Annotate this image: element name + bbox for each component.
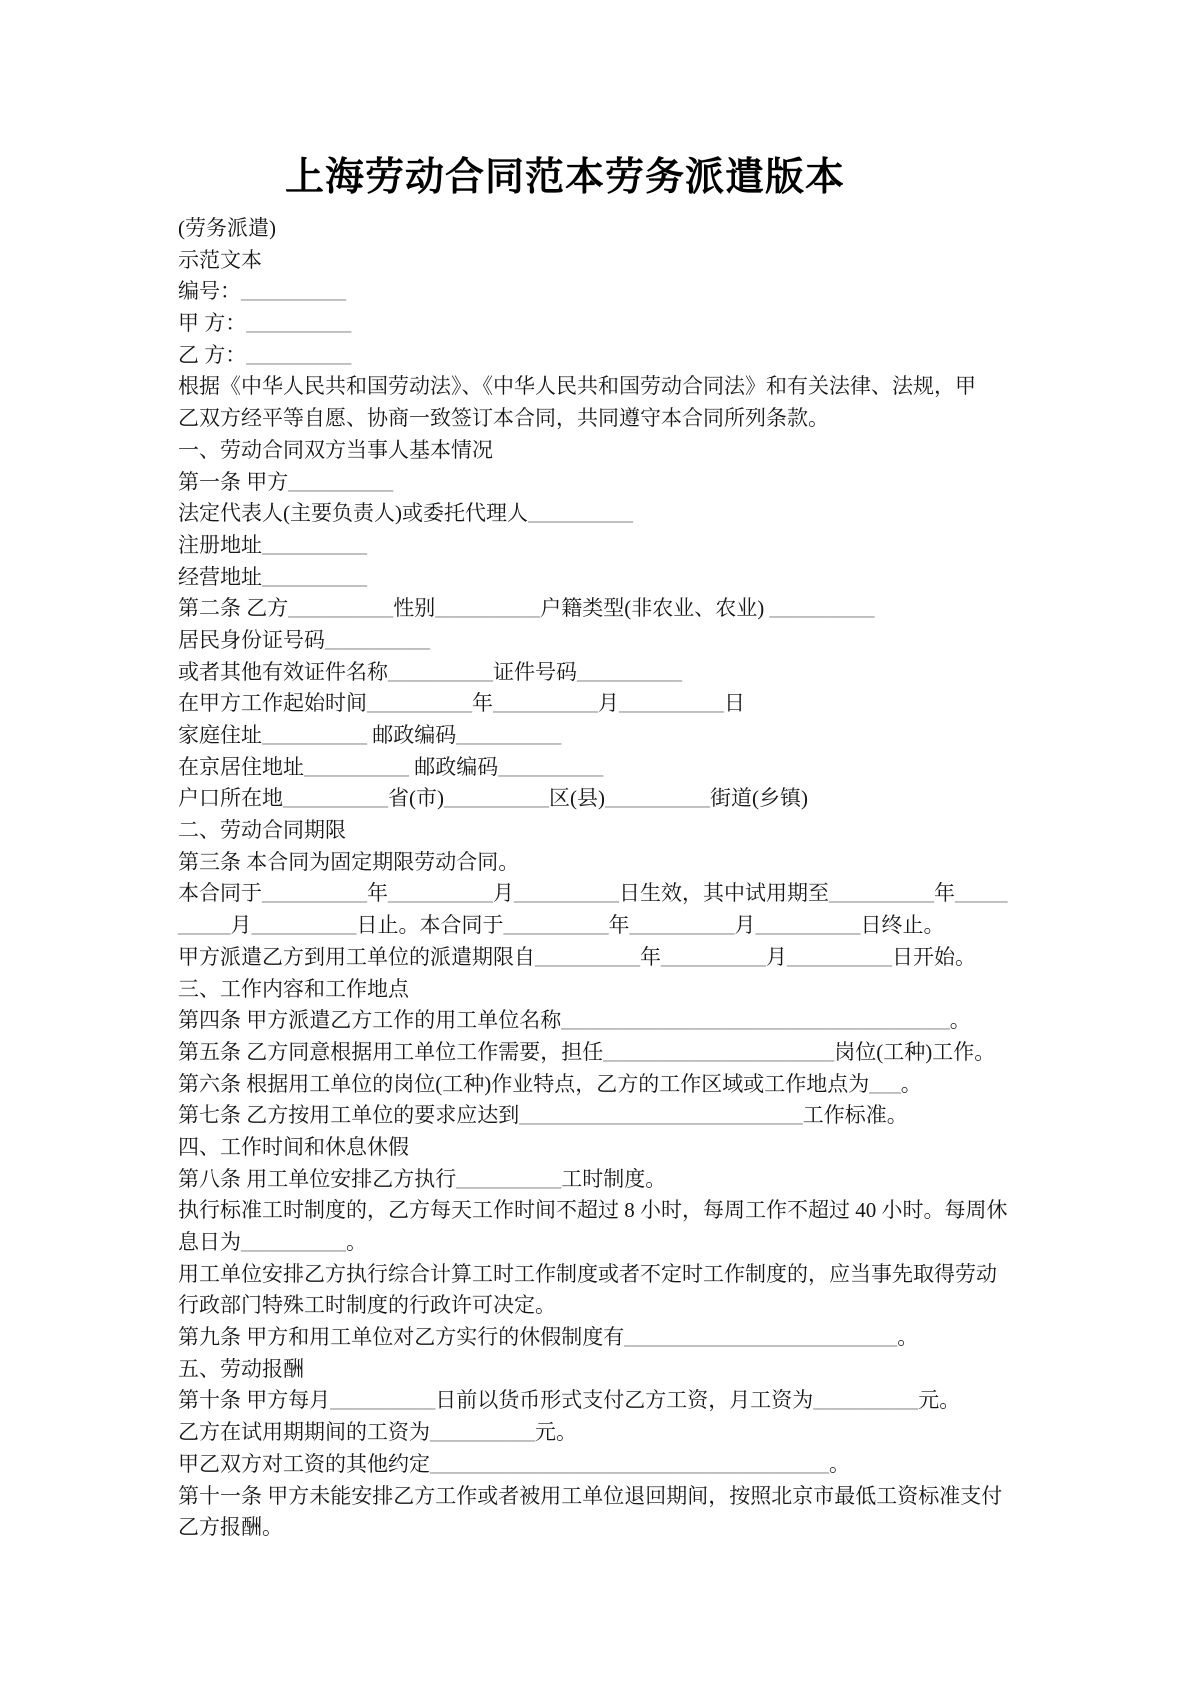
document-line: 二、劳动合同期限	[178, 818, 346, 843]
document-line: 五、劳动报酬	[178, 1356, 304, 1381]
document-line: 一、劳动合同双方当事人基本情况	[178, 437, 493, 462]
fill-in-blank: __________	[813, 1388, 919, 1413]
fill-in-blank: __________	[430, 1420, 535, 1445]
fill-in-blank: __________	[388, 659, 493, 684]
fill-in-blank: _____________________________________	[561, 1008, 950, 1033]
fill-in-blank: __________	[288, 596, 394, 621]
document-line: (劳务派遣)	[178, 216, 276, 240]
fill-in-blank: __________	[288, 469, 394, 494]
document-line: _____月__________日止。本合同于__________年__________月__________日终止。	[178, 913, 945, 938]
fill-in-blank: __________	[304, 754, 409, 779]
document-line: 在甲方工作起始时间__________年__________月__________日	[178, 691, 745, 716]
fill-in-blank: __________	[629, 913, 735, 938]
document-line: 示范文本	[178, 247, 262, 272]
fill-in-blank: __________	[388, 881, 493, 906]
document-line: 第三条 本合同为固定期限劳动合同。	[178, 849, 520, 874]
document-line: 在京居住地址__________ 邮政编码__________	[178, 754, 604, 779]
document-line: 居民身份证号码__________	[178, 627, 430, 652]
document-line: 第十一条 甲方未能安排乙方工作或者被用工单位退回期间，按照北京市最低工资标准支付	[178, 1483, 1003, 1508]
document-line: 第十条 甲方每月__________日前以货币形式支付乙方工资，月工资为__________元。	[178, 1388, 961, 1413]
fill-in-blank: __________	[325, 627, 430, 652]
fill-in-blank: _____	[955, 881, 1008, 906]
fill-in-blank: _____	[178, 913, 231, 938]
document-line: 注册地址__________	[178, 532, 367, 557]
document-line: 经营地址__________	[178, 564, 367, 589]
fill-in-blank: __________	[514, 881, 619, 906]
document-line: 编号：__________	[178, 279, 346, 304]
document-line: 第四条 甲方派遣乙方工作的用工单位名称_____________________________________。	[178, 1008, 971, 1033]
document-line: 四、工作时间和休息休假	[178, 1134, 409, 1159]
fill-in-blank: __________	[577, 659, 682, 684]
document-line: 甲乙双方对工资的其他约定______________________________________。	[178, 1451, 850, 1476]
fill-in-blank: __________________________	[624, 1325, 898, 1350]
fill-in-blank: __________	[241, 279, 346, 304]
document-line: 家庭住址__________ 邮政编码__________	[178, 723, 562, 747]
fill-in-blank: __________	[246, 342, 352, 367]
document-line: 本合同于__________年__________月__________日生效，其中试用期至__________年_____	[178, 881, 1008, 906]
fill-in-blank: ___________________________	[519, 1103, 803, 1128]
document-line: 乙方报酬。	[178, 1515, 283, 1540]
document-line: 三、工作内容和工作地点	[178, 976, 409, 1001]
fill-in-blank: __________	[456, 723, 562, 747]
document-line: 第八条 用工单位安排乙方执行__________工时制度。	[178, 1166, 667, 1191]
fill-in-blank: __________	[262, 723, 367, 747]
document-line: 第五条 乙方同意根据用工单位工作需要，担任______________________岗位(工种)工作。	[178, 1039, 996, 1064]
fill-in-blank: __________	[367, 691, 472, 716]
document-line: 息日为__________。	[178, 1230, 367, 1254]
document-line: 用工单位安排乙方执行综合计算工时工作制度或者不定时工作制度的，应当事先取得劳动	[178, 1261, 997, 1286]
document-body	[178, 213, 1028, 1544]
fill-in-blank: __________	[498, 754, 604, 779]
fill-in-blank: __________	[503, 913, 609, 938]
fill-in-blank: __________	[829, 881, 934, 906]
document-line: 第七条 乙方按用工单位的要求应达到___________________________工作标准。	[178, 1103, 908, 1128]
fill-in-blank: ___	[869, 1071, 901, 1096]
fill-in-blank: __________	[787, 944, 892, 969]
document-line: 乙方在试用期期间的工资为__________元。	[178, 1420, 577, 1445]
document-line: 或者其他有效证件名称__________证件号码__________	[178, 659, 682, 684]
document-line: 第二条 乙方__________性别__________户籍类型(非农业、农业) __________	[178, 596, 875, 621]
document-line: 执行标准工时制度的，乙方每天工作时间不超过 8 小时，每周工作不超过 40 小时。每周休	[178, 1198, 1008, 1223]
fill-in-blank: __________	[661, 944, 766, 969]
fill-in-blank: __________	[755, 913, 861, 938]
fill-in-blank: __________	[262, 564, 367, 589]
fill-in-blank: __________	[528, 501, 633, 526]
fill-in-blank: __________	[493, 691, 598, 716]
fill-in-blank: __________	[619, 691, 724, 716]
fill-in-blank: __________	[769, 596, 875, 621]
fill-in-blank: ______________________________________	[430, 1451, 829, 1476]
fill-in-blank: __________	[435, 596, 541, 621]
fill-in-blank: __________	[456, 1166, 562, 1191]
document-line: 第一条 甲方__________	[178, 469, 394, 494]
fill-in-blank: __________	[283, 786, 388, 811]
fill-in-blank: __________	[444, 786, 549, 811]
document-line: 行政部门特殊工时制度的行政许可决定。	[178, 1293, 556, 1318]
document-line: 乙 方：__________	[178, 342, 352, 367]
fill-in-blank: __________	[535, 944, 640, 969]
fill-in-blank: __________	[241, 1230, 346, 1254]
fill-in-blank: __________	[246, 311, 352, 336]
fill-in-blank: __________	[262, 881, 367, 906]
document-line: 根据《中华人民共和国劳动法》、《中华人民共和国劳动合同法》和有关法律、法规，甲	[178, 374, 976, 399]
document-line: 乙双方经平等自愿、协商一致签订本合同，共同遵守本合同所列条款。	[178, 406, 829, 431]
fill-in-blank: __________	[262, 532, 367, 557]
document-line: 甲方派遣乙方到用工单位的派遣期限自__________年__________月__________日开始。	[178, 944, 976, 969]
document-line: 法定代表人(主要负责人)或委托代理人__________	[178, 501, 633, 526]
document-line: 第九条 甲方和用工单位对乙方实行的休假制度有__________________________。	[178, 1325, 919, 1350]
document-line: 第六条 根据用工单位的岗位(工种)作业特点，乙方的工作区域或工作地点为___。	[178, 1071, 922, 1096]
fill-in-blank: __________	[330, 1388, 436, 1413]
fill-in-blank: __________	[605, 786, 710, 811]
document-line: 户口所在地__________省(市)__________区(县)__________街道(乡镇)	[178, 786, 808, 811]
fill-in-blank: __________	[251, 913, 357, 938]
fill-in-blank: ______________________	[603, 1039, 835, 1064]
document-line: 甲 方：__________	[178, 311, 352, 336]
document-title: 上海劳动合同范本劳务派遣版本	[284, 156, 845, 199]
